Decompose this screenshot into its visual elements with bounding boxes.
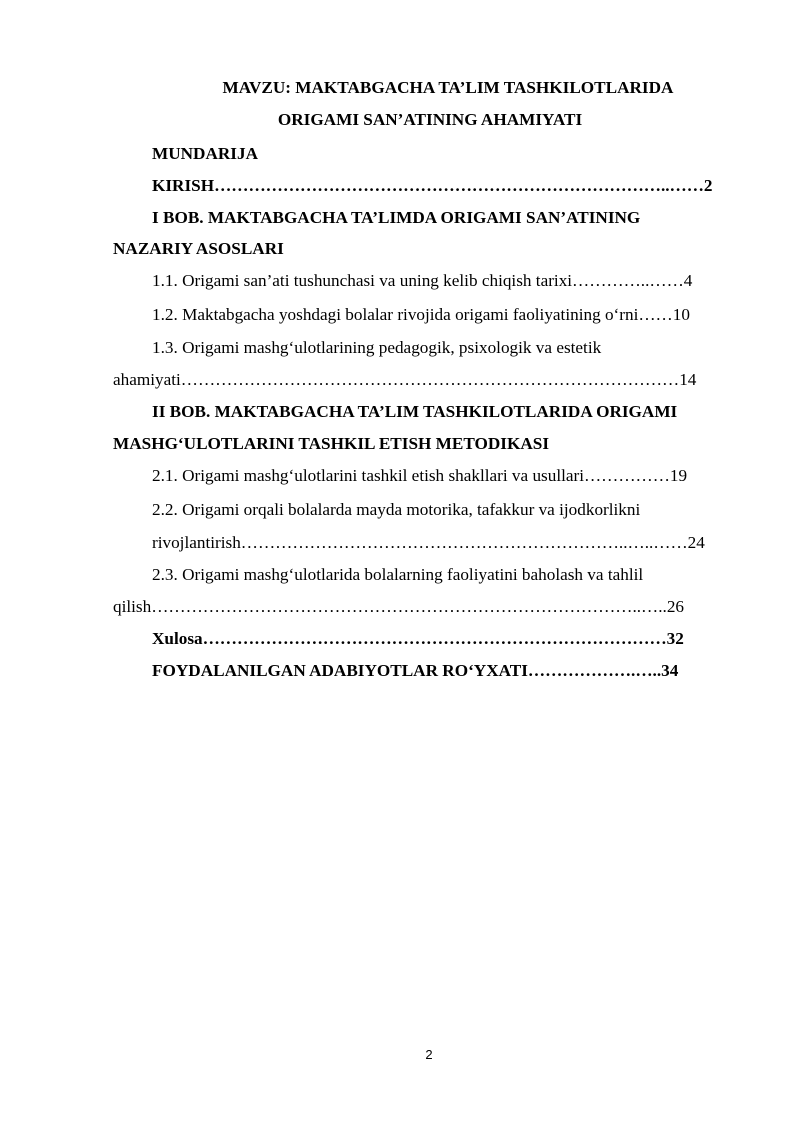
toc-section-2-2-line-1: 2.2. Origami orqali bolalarda mayda motorika, tafakkur va ijodkorlikni — [152, 500, 641, 519]
toc-section-1-3-line-1: 1.3. Origami mashgʻulotlarining pedagogik, psixologik va estetik — [152, 338, 602, 357]
toc-section-2-2-line-2: rivojlantirish…………………………………………………………..…..……24 — [152, 533, 705, 552]
toc-section-2-1: 2.1. Origami mashgʻulotlarini tashkil etish shakllari va usullari……………19 — [152, 466, 688, 485]
toc-chapter-1-line-1: I BOB. MAKTABGACHA TA’LIMDA ORIGAMI SAN’ATINING — [152, 208, 641, 227]
toc-section-2-3-line-2: qilish…………………………………………………………………………..…..26 — [113, 597, 685, 616]
toc-chapter-2-line-2: MASHGʻULOTLARINI TASHKIL ETISH METODIKASI — [113, 434, 550, 453]
toc-section-1-1: 1.1. Origami san’ati tushunchasi va uning kelib chiqish tarixi…………..……4 — [152, 271, 693, 290]
toc-intro: KIRISH……………………………………………………………………..……2 — [152, 176, 713, 195]
toc-chapter-1-line-2: NAZARIY ASOSLARI — [113, 239, 284, 258]
toc-conclusion: Xulosa………………………………………………………………………32 — [152, 629, 684, 648]
page-number: 2 — [425, 1047, 433, 1062]
title-line-2: ORIGAMI SAN’ATINING AHAMIYATI — [277, 110, 583, 129]
toc-section-1-3-line-2: ahamiyati……………………………………………………………………………14 — [113, 370, 697, 389]
toc-chapter-2-line-1: II BOB. MAKTABGACHA TA’LIM TASHKILOTLARIDA ORIGAMI — [152, 402, 678, 421]
toc-section-1-2: 1.2. Maktabgacha yoshdagi bolalar rivojida origami faoliyatining oʻrni……10 — [152, 305, 690, 324]
contents-heading: MUNDARIJA — [152, 144, 258, 163]
toc-section-2-3-line-1: 2.3. Origami mashgʻulotlarida bolalarning faoliyatini baholash va tahlil — [152, 565, 644, 584]
title-line-1: MAVZU: MAKTABGACHA TA’LIM TASHKILOTLARIDA — [222, 78, 674, 97]
toc-references: FOYDALANILGAN ADABIYOTLAR ROʻYXATI……………….…..34 — [152, 661, 679, 680]
